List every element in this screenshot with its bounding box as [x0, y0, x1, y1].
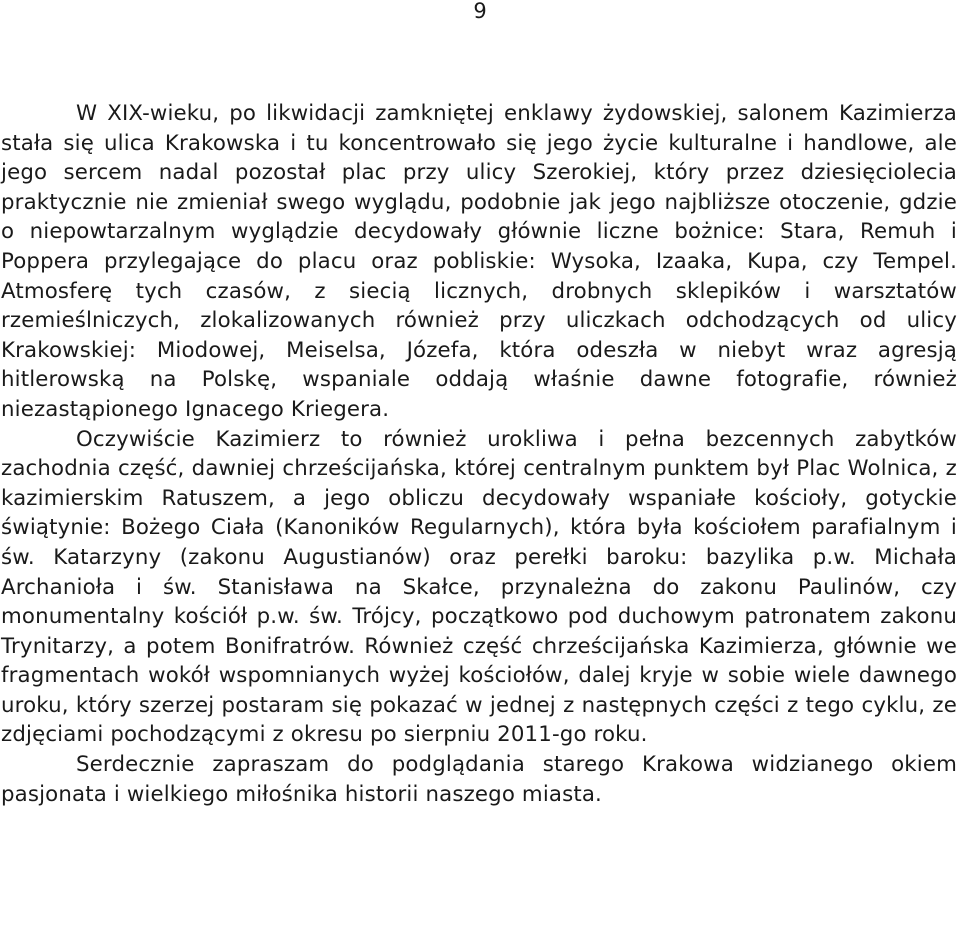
- page-number: 9: [473, 0, 487, 23]
- paragraph-kazimierz-christian-part: Oczywiście Kazimierz to również urokliwa i pełna bezcennych zabytków zachodnia część, dawniej chrześcijańska, której centralnym punktem był Plac Wolnica, z kazimierskim Ratuszem, a jego obliczu decydowały wspaniałe kościoły, gotyckie świątynie: Bożego Ciała (Kanoników Regularnych), która była kościołem parafialnym i św. Katarzyny (zakonu Augustianów) oraz perełki baroku: bazylika p.w. Michała Archanioła i św. Stanisława na Skałce, przynależna do zakonu Paulinów, czy monumentalny kościół p.w. św. Trójcy, początkowo pod duchowym patronatem zakonu Trynitarzy, a potem Bonifratrów. Również część chrześcijańska Kazimierza, głównie we fragmentach wokół wspomnianych wyżej kościołów, dalej kryje w sobie wiele dawnego uroku, który szerzej postaram się pokazać w jednej z następnych części z tego cyklu, ze zdjęciami pochodzącymi z okresu po sierpniu 2011-go roku.: [1, 426, 957, 748]
- paragraph-invitation: Serdecznie zapraszam do podglądania starego Krakowa widzianego okiem pasjonata i wielkiego miłośnika historii naszego miasta.: [1, 752, 957, 807]
- paragraph-kazimierz-jewish-quarter: W XIX-wieku, po likwidacji zamkniętej enklawy żydowskiej, salonem Kazimierza stała się ulica Krakowska i tu koncentrowało się jego życie kulturalne i handlowe, ale jego sercem nadal pozostał plac przy ulicy Szerokiej, który przez dziesięciolecia praktycznie nie zmieniał swego wyglądu, podobnie jak jego najbliższe otoczenie, gdzie o niepowtarzalnym wyglądzie decydowały głównie liczne bożnice: Stara, Remuh i Poppera przylegające do placu oraz pobliskie: Wysoka, Izaaka, Kupa, czy Tempel. Atmosferę tych czasów, z siecią licznych, drobnych sklepików i warsztatów rzemieślniczych, zlokalizowanych również przy uliczkach odchodzących od ulicy Krakowskiej: Miodowej, Meiselsa, Józefa, która odeszła w niebyt wraz agresją hitlerowską na Polskę, wspaniale oddają właśnie dawne fotografie, również niezastąpionego Ignacego Kriegera.: [1, 101, 957, 422]
- body-text: [1, 99, 957, 809]
